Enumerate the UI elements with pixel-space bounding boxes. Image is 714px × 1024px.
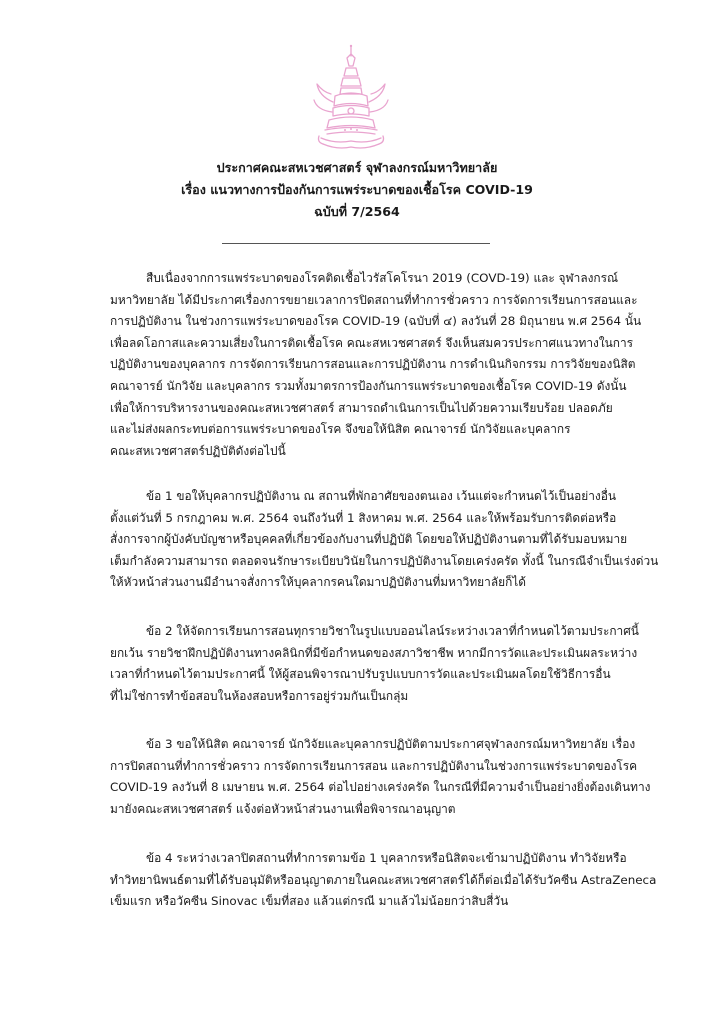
text-line: COVID-19 ลงวันที่ 8 เมษายน พ.ศ. 2564 ต่อไปอย่างเคร่งครัด ในกรณีที่มีความจำเป็นอย่างยิ่งต้องเดินทาง xyxy=(110,780,651,795)
clause-3 xyxy=(110,734,658,820)
text-line: สั่งการจากผู้บังคับบัญชาหรือบุคคลที่เกี่ยวข้องกับงานที่ปฏิบัติ โดยขอให้ปฏิบัติงานตามที่ได้รับมอบหมาย xyxy=(110,532,628,547)
text-line: ข้อ 2 ให้จัดการเรียนการสอนทุกรายวิชาในรูปแบบออนไลน์ระหว่างเวลาที่กำหนดไว้ตามประกาศนี้ xyxy=(146,624,639,638)
text-line: ยกเว้น รายวิชาฝึกปฏิบัติงานทางคลินิกที่มีข้อกำหนดของสภาวิชาชีพ หากมีการวัดและประเมินผลระหว่าง xyxy=(110,645,638,660)
text-line: ตั้งแต่วันที่ 5 กรกฎาคม พ.ศ. 2564 จนถึงวันที่ 1 สิงหาคม พ.ศ. 2564 และให้พร้อมรับการติดต่อหรือ xyxy=(110,510,617,525)
text-line: ให้หัวหน้าส่วนงานมีอำนาจสั่งการให้บุคลากรคนใดมาปฏิบัติงานที่มหาวิทยาลัยก็ได้ xyxy=(110,575,526,590)
announcement-subject: เรื่อง แนวทางการป้องกันการแพร่ระบาดของเชื้อโรค COVID-19 xyxy=(181,182,533,197)
text-line: มหาวิทยาลัย ได้มีประกาศเรื่องการขยายเวลาการปิดสถานที่ทำการชั่วคราว การจัดการเรียนการสอนและ xyxy=(110,292,638,307)
clause-1 xyxy=(110,486,658,594)
text-line: ข้อ 3 ขอให้นิสิต คณาจารย์ นักวิจัยและบุคลากรปฏิบัติตามประกาศจุฬาลงกรณ์มหาวิทยาลัย เรื่อง xyxy=(146,737,636,751)
text-line: การปฏิบัติงาน ในช่วงการแพร่ระบาดของโรค COVID-19 (ฉบับที่ ๔) ลงวันที่ 28 มิถุนายน พ.ศ 2564 นั้น xyxy=(110,314,642,329)
text-line: ทำวิทยานิพนธ์ตามที่ได้รับอนุมัติหรืออนุญาตภายในคณะสหเวชศาสตร์ได้ก็ต่อเมื่อได้รับวัคซีน AstraZeneca xyxy=(110,872,657,887)
text-line: มายังคณะสหเวชศาสตร์ แจ้งต่อหัวหน้าส่วนงานเพื่อพิจารณาอนุญาต xyxy=(110,801,456,816)
university-seal-icon xyxy=(311,44,391,152)
clause-4 xyxy=(110,848,658,913)
text-line: การปิดสถานที่ทำการชั่วคราว การจัดการเรียนการสอน และการปฏิบัติงานในช่วงการแพร่ระบาดของโรค xyxy=(110,758,638,773)
text-line: และไม่ส่งผลกระทบต่อการแพร่ระบาดของโรค จึงขอให้นิสิต คณาจารย์ นักวิจัยและบุคลากร xyxy=(110,422,571,437)
text-line: สืบเนื่องจากการแพร่ระบาดของโรคติดเชื้อไวรัสโคโรนา 2019 (COVD-19) และ จุฬาลงกรณ์ xyxy=(146,271,619,285)
text-line: ปฏิบัติงานของบุคลากร การจัดการเรียนการสอนและการปฏิบัติงาน การดำเนินกิจกรรม การวิจัยของนิสิต xyxy=(110,357,636,372)
text-line: ข้อ 1 ขอให้บุคลากรปฏิบัติงาน ณ สถานที่พักอาศัยของตนเอง เว้นแต่จะกำหนดไว้เป็นอย่างอื่น xyxy=(146,489,616,503)
announcement-title: ประกาศคณะสหเวชศาสตร์ จุฬาลงกรณ์มหาวิทยาลัย xyxy=(216,160,498,175)
clause-2 xyxy=(110,621,658,707)
text-line: เวลาที่กำหนดไว้ตามประกาศนี้ ให้ผู้สอนพิจารณาปรับรูปแบบการวัดและประเมินผลโดยใช้วิธีการอื่น xyxy=(110,667,611,682)
text-line: เต็มกำลังความสามารถ ตลอดจนรักษาระเบียบวินัยในการปฏิบัติงานโดยเคร่งครัด ทั้งนี้ ในกรณีจำเป็นเร่งด่วน xyxy=(110,553,658,568)
text-line: เข็มแรก หรือวัคซีน Sinovac เข็มที่สอง แล้วแต่กรณี มาแล้วไม่น้อยกว่าสิบสี่วัน xyxy=(110,894,509,909)
header-divider xyxy=(222,243,490,244)
text-line: เพื่อลดโอกาสและความเสี่ยงในการติดเชื้อโรค คณะสหเวชศาสตร์ จึงเห็นสมควรประกาศแนวทางในการ xyxy=(110,335,634,350)
text-line: คณาจารย์ นักวิจัย และบุคลากร รวมทั้งมาตรการป้องกันการแพร่ระบาดของเชื้อโรค COVID-19 ดังนั้น xyxy=(110,378,627,393)
announcement-number: ฉบับที่ 7/2564 xyxy=(314,204,400,219)
intro-paragraph xyxy=(110,268,658,462)
text-line: เพื่อให้การบริหารงานของคณะสหเวชศาสตร์ สามารถดำเนินการเป็นไปด้วยความเรียบร้อย ปลอดภัย xyxy=(110,400,613,415)
text-line: ที่ไม่ใช่การทำข้อสอบในห้องสอบหรือการอยู่ร่วมกันเป็นกลุ่ม xyxy=(110,688,409,703)
announcement-header xyxy=(0,157,714,223)
text-line: คณะสหเวชศาสตร์ปฏิบัติดังต่อไปนี้ xyxy=(110,443,286,458)
text-line: ข้อ 4 ระหว่างเวลาปิดสถานที่ทำการตามข้อ 1 บุคลากรหรือนิสิตจะเข้ามาปฏิบัติงาน ทำวิจัยหรือ xyxy=(146,851,627,865)
